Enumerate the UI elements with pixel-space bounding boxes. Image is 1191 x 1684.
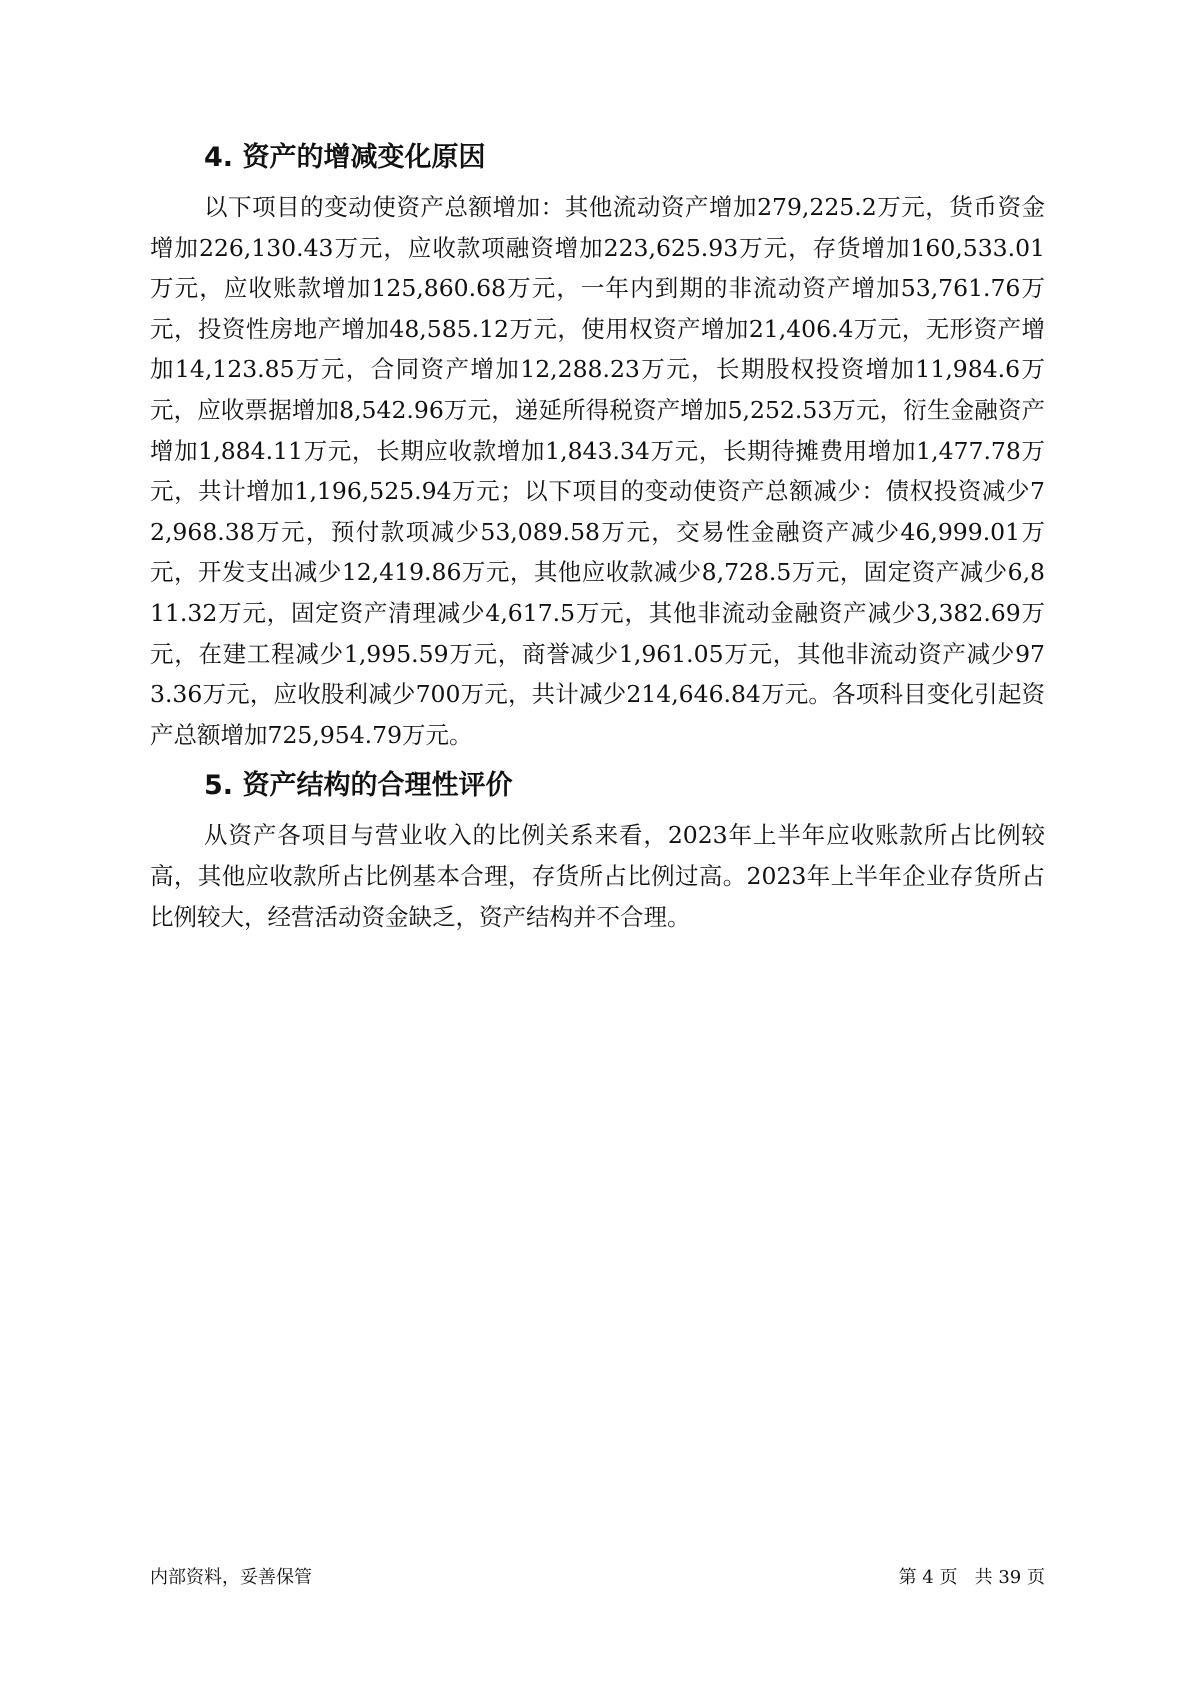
page-mid: 页 共 bbox=[933, 1567, 999, 1588]
page-total: 39 bbox=[998, 1567, 1022, 1588]
page-number: 4 bbox=[922, 1567, 934, 1588]
section-body-asset-structure: 从资产各项目与营业收入的比例关系来看，2023年上半年应收账款所占比例较高，其他应收款所占比例基本合理，存货所占比例过高。2023年上半年企业存货所占比例较大，经营活动资金缺乏，资产结构并不合理。 bbox=[150, 821, 1045, 931]
section-body-asset-changes: 以下项目的变动使资产总额增加：其他流动资产增加279,225.2万元，货币资金增加226,130.43万元，应收款项融资增加223,625.93万元，存货增加160,533.01万元，应收账款增加125,860.68万元，一年内到期的非流动资产增加53,761.76万元，投资性房地产增加48,585.12万元，使用权资产增加21,406.4万元，无形资产增加14,123.85万元，合同资产增加12,288.23万元，长期股权投资增加11,984.6万元，应收票据增加8,542.96万元，递延所得税资产增加5,252.53万元，衍生金融资产增加1,884.11万元，长期应收款增加1,843.34万元，长期待摊费用增加1,477.78万元，共计增加1,196,525.94万元；以下项目的变动使资产总额减少：债权投资减少72,968.38万元，预付款项减少53,089.58万元，交易性金融资产减少46,999.01万元，开发支出减少12,419.86万元，其他应收款减少8,728.5万元，固定资产减少6,811.32万元，固定资产清理减少4,617.5万元，其他非流动金融资产减少3,382.69万元，在建工程减少1,995.59万元，商誉减少1,961.05万元，其他非流动资产减少973.36万元，应收股利减少700万元，共计减少214,646.84万元。各项科目变化引起资产总额增加725,954.79万元。 bbox=[150, 193, 1045, 749]
section-heading-asset-changes: 4. 资产的增减变化原因 bbox=[204, 142, 486, 173]
page-suffix: 页 bbox=[1021, 1567, 1045, 1588]
section-gap bbox=[150, 755, 1045, 763]
section-heading-asset-structure: 5. 资产结构的合理性评价 bbox=[204, 770, 513, 802]
footer-page-indicator bbox=[899, 1566, 1045, 1590]
footer-confidential-note: 内部资料，妥善保管 bbox=[150, 1567, 312, 1588]
page-prefix: 第 bbox=[898, 1567, 923, 1588]
page-content bbox=[150, 135, 1045, 937]
